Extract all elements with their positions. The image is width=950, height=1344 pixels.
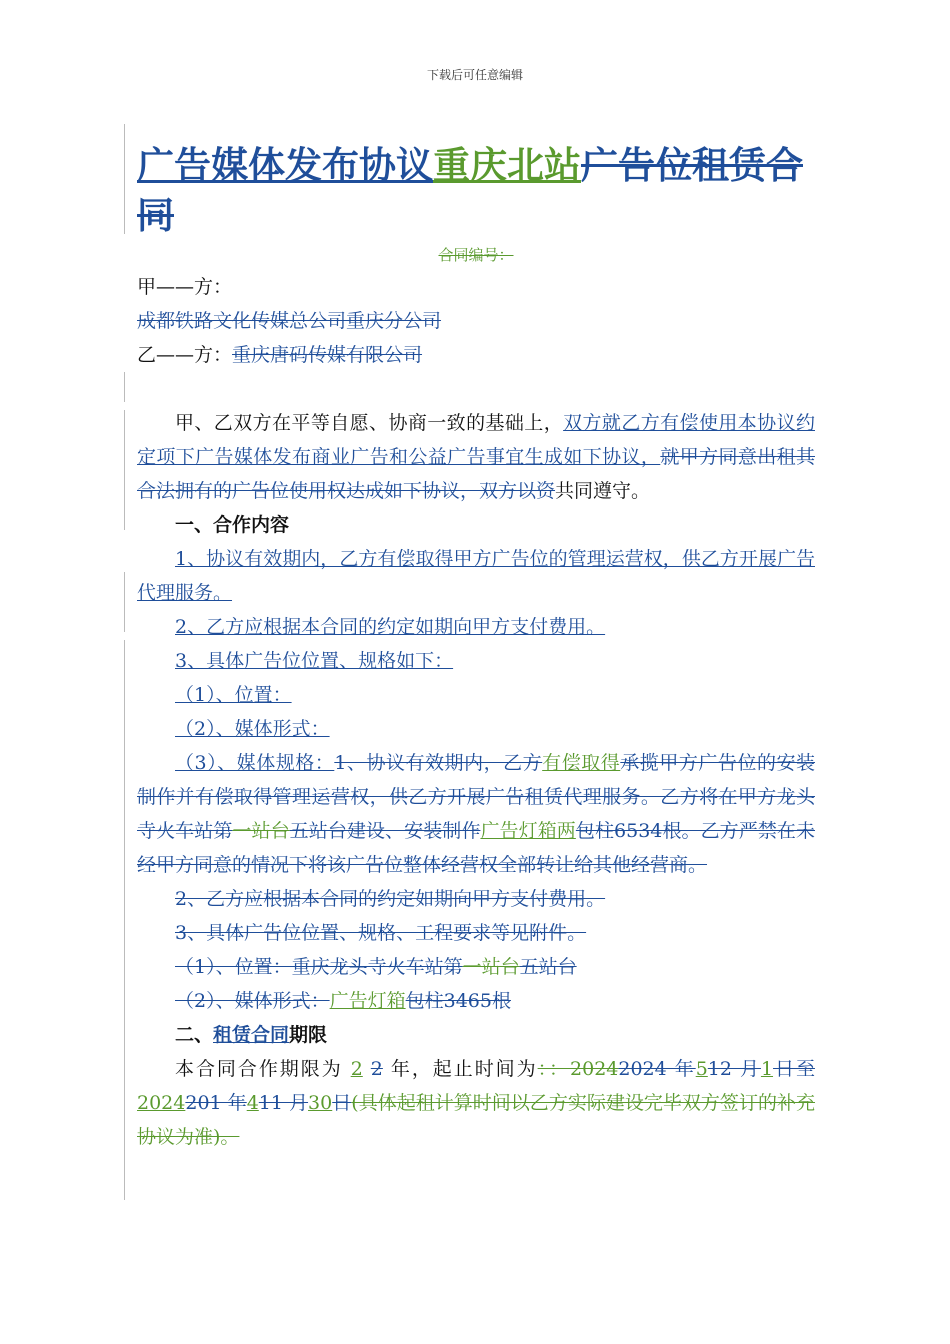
document-body (137, 140, 815, 1154)
change-bar (124, 124, 125, 234)
deleted-clause-3: 3、具体广告位位置、规格、工程要求等见附件。 (175, 922, 587, 944)
clause-3: 3、具体广告位位置、规格如下： (175, 650, 454, 672)
deleted-media-form: （2）、媒体形式：广告灯箱包柱3465根 (175, 990, 511, 1012)
section-1-heading: 一、合作内容 (175, 514, 290, 536)
deleted-clause-2: 2、乙方应根据本合同的约定如期向甲方支付费用。 (175, 888, 606, 910)
title-inserted: 广告媒体发布协议 (137, 143, 433, 187)
title-deleted: 广告位租赁合同 (137, 143, 803, 237)
deleted-clause-block: （3）、媒体规格：1、协议有效期内，乙方有偿取得承揽甲方广告位的安装制作并有偿取得管理运营权，供乙方开展广告租赁代理服务。乙方将在甲方龙头寺火车站第一站台五站台建设、安装制作广告灯箱两包柱6534根。乙方严禁在未经甲方同意的情况下将该广告位整体经营权全部转让给其他经营商。 (137, 752, 815, 876)
document-title (137, 140, 815, 240)
change-bar (124, 640, 125, 1200)
change-bar (124, 410, 125, 530)
change-bar (124, 372, 125, 402)
title-inserted-green: 重庆北站 (433, 143, 581, 187)
clause-3-1: （1）、位置： (175, 684, 292, 706)
change-bar (124, 572, 125, 632)
section-2-heading: 二、租赁合同期限 (175, 1024, 328, 1046)
clause-2: 2、乙方应根据本合同的约定如期向甲方支付费用。 (175, 616, 606, 638)
term-paragraph: 本合同合作期限为 2 2 年，起止时间为：：20242024 年512 月1日至2024201 年411 月30日(具体起租计算时间以乙方实际建设完毕双方签订的补充协议为准)。 (137, 1058, 815, 1148)
intro-paragraph: 甲、乙双方在平等自愿、协商一致的基础上，双方就乙方有偿使用本协议约定项下广告媒体发布商业广告和公益广告事宜生成如下协议，就甲方同意出租其合法拥有的广告位使用权达成如下协议，双方以资共同遵守。 (137, 412, 815, 502)
deleted-location: （1）、位置：重庆龙头寺火车站第一站台五站台 (175, 956, 577, 978)
blank-line (137, 372, 815, 406)
party-a-name: 成都铁路文化传媒总公司重庆分公司 (137, 310, 442, 332)
contract-number: 合同编号： (438, 246, 514, 264)
clause-1: 1、协议有效期内，乙方有偿取得甲方广告位的管理运营权，供乙方开展广告代理服务。 (137, 548, 815, 604)
party-b: 乙——方：重庆唐码传媒有限公司 (137, 344, 423, 366)
clause-3-2: （2）、媒体形式： (175, 718, 330, 740)
download-note: 下载后可任意编辑 (426, 68, 523, 82)
party-a-label: 甲——方： (137, 276, 233, 298)
